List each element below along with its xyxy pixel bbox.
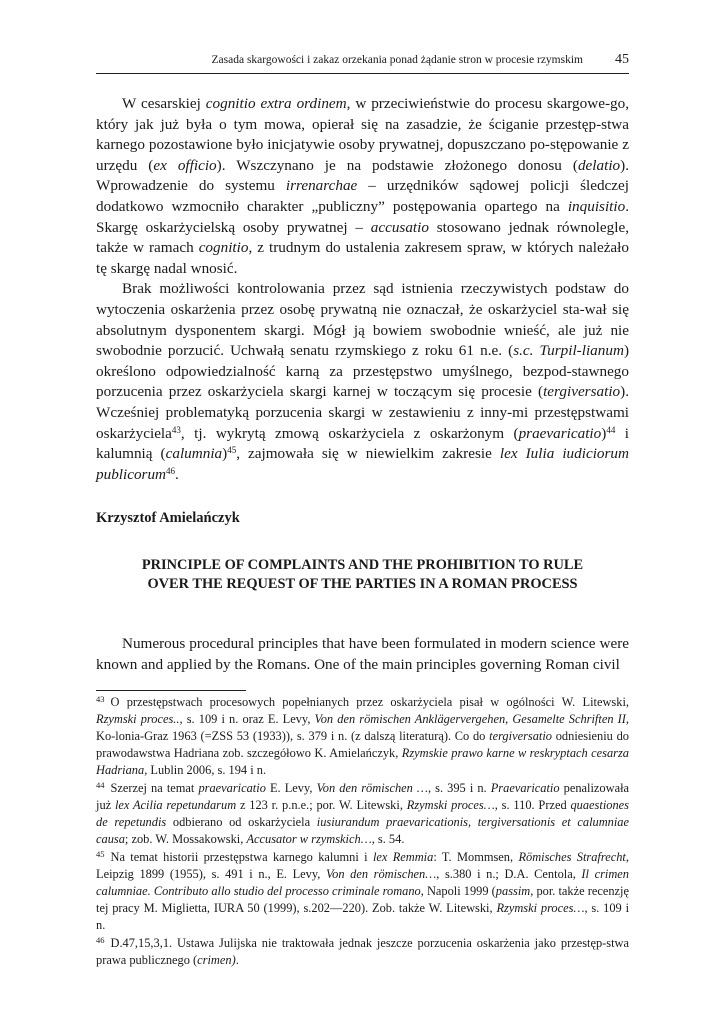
footnote-text: odbierano od oskarżyciela [166, 815, 317, 829]
text-run: , zajmowała się w niewielkim zakresie [236, 445, 500, 463]
body-text [96, 94, 629, 485]
footnote-italic: Rzymskie prawo karne w reskryptach cesarza Hadriana [96, 746, 629, 777]
footnote-text: , s. 109 i n. [96, 901, 630, 932]
footnote-45 [96, 849, 629, 934]
italic-term: praevaricatio [518, 424, 602, 442]
footnote-text: , s. 110. Przed [494, 798, 571, 812]
footnote-italic: Il crimen calumniae. Contributo allo studio del processo criminale romano [96, 867, 630, 898]
text-run: ) [222, 445, 228, 463]
footnote-text: , s. 54. [371, 832, 405, 846]
summary-abstract [96, 634, 629, 675]
footnote-ref[interactable]: 43 [171, 424, 181, 435]
summary-author: Krzysztof Amielańczyk [96, 510, 240, 526]
summary-title-line-1: PRINCIPLE OF COMPLAINTS AND THE PROHIBITION TO RULE [141, 557, 584, 573]
italic-term: tergiversatio [543, 383, 621, 401]
footnote-italic: Accusator w rzymskich… [246, 832, 372, 846]
footnote-italic: Rzymski proces… [496, 901, 585, 915]
footnote-number: 46 [96, 935, 105, 945]
text-run: W cesarskiej [122, 95, 206, 112]
footnote-ref[interactable]: 44 [606, 424, 616, 435]
footnote-italic: quaestiones de repetundis [96, 798, 629, 829]
footnote-text: Szerzej na temat [110, 781, 199, 795]
italic-term: cognitio extra ordinem [205, 95, 347, 112]
paragraph-2 [96, 279, 629, 485]
footnote-44 [96, 780, 629, 848]
footnote-text: ; zob. W. Mossakowski, [124, 832, 247, 846]
footnote-italic: passim [495, 884, 531, 898]
italic-term: ex officio [153, 156, 217, 174]
text-run: – urzędników sądowej policji śledczej dodatkowo wzmocniło charakter „publiczny” postępowania opartego na [96, 177, 629, 215]
footnote-italic: crimen) [197, 953, 236, 967]
footnote-italic: Rzymski proces.. [96, 712, 180, 726]
italic-term: inquisitio [567, 197, 626, 215]
footnote-46 [96, 935, 629, 969]
footnote-italic: Von den römischen … [316, 781, 428, 795]
footnote-ref[interactable]: 46 [166, 465, 176, 476]
footnote-italic: Praevaricatio [490, 781, 560, 795]
footnote-italic: Von den römischen… [325, 867, 437, 881]
footnote-italic: lex Remmia [372, 850, 434, 864]
footnote-italic: iusiurandum praevaricationis, tergiversationis et calumniae causa [96, 815, 629, 846]
footnote-text: E. Levy, [265, 781, 317, 795]
footnote-text: odniesieniu do prawodawstwa Hadriana zob. szczegółowo K. Amielańczyk, [96, 729, 629, 760]
footnote-italic: Römisches Strafrecht [518, 850, 626, 864]
text-run: Brak możliwości kontrolowania przez sąd istnienia rzeczywistych podstaw do wytoczenia oskarżenia przez osobę prywatną nie oznaczał, że oskarżyciel sta-wał się absolutnym dysponentem skargi. Mógł ją bowiem swobodnie wnieść, ale już nie swobodnie porzucić. Uchwałą senatu rzymskiego z roku 61 n.e. ( [96, 280, 629, 360]
summary-title-line-2: OVER THE REQUEST OF THE PARTIES IN A ROMAN PROCESS [147, 576, 578, 592]
footnote-43 [96, 694, 629, 779]
footnote-text: , por. także recenzję tej pracy M. Miglietta, IURA 50 (1999), s.202—220). Zob. także W. Litewski, [96, 884, 629, 915]
footnote-number: 43 [96, 694, 105, 704]
footnote-ref[interactable]: 45 [227, 445, 237, 456]
footnote-text: D.47,15,3,1. Ustawa Julijska nie traktowała jednak jeszcze porzucenia oskarżenia jako przestęp-stwa prawa publicznego ( [96, 936, 629, 967]
footnote-italic: Von den römischen Anklägervergehen, Gesamelte Schriften II [314, 712, 626, 726]
text-run: , tj. wykrytą zmową oskarżyciela z oskarżonym ( [180, 424, 519, 442]
footnote-divider [96, 690, 246, 691]
footnote-text: , s. 109 i n. oraz E. Levy, [179, 712, 315, 726]
footnote-text: , Leipzig 1899 (1955), s. 491 i n., E. Levy, [96, 850, 629, 881]
footnote-text: z 123 r. p.n.e.; por. W. Litewski, [236, 798, 407, 812]
text-run: ) [601, 424, 607, 442]
text-run: , w przeciwieństwie do procesu skargowe-go, który jak już była o tym mowa, opierał się na zasadzie, że ściganie przestęp-stwa karnego pozostawione było inicjatywie osoby prywatnej, dopuszczano po-stępowanie z urzędu ( [96, 95, 629, 174]
footnotes [96, 694, 629, 970]
footnote-text: O przestępstwach procesowych popełnianych przez oskarżyciela pisał w ogólności W. Litewski, [110, 695, 629, 709]
paragraph-1 [96, 94, 629, 279]
footnote-text: , s.380 i n.; D.A. Centola, [436, 867, 582, 881]
text-run: . Skargę oskarżycielską osoby prywatnej – [96, 197, 629, 236]
footnote-text: , s. 395 i n. [427, 781, 491, 795]
text-run: i kalumnią ( [96, 424, 629, 463]
italic-term: delatio [577, 156, 621, 174]
footnote-text: , Lublin 2006, s. 194 i n. [144, 763, 267, 777]
running-header [96, 52, 629, 74]
italic-term: calumnia [165, 445, 223, 463]
footnote-text: , Napoli 1999 ( [420, 884, 496, 898]
footnote-text: penalizowała już [96, 781, 630, 812]
italic-term: s.c. Turpil-lianum [513, 342, 624, 360]
summary-title [96, 556, 629, 594]
footnote-number: 44 [96, 780, 105, 790]
text-run: ) określono odpowiedzialność karną za przestępstwo umyślnego, bezpod-stawnego porzucenia przez oskarżyciela skargi karnej w toczącym się procesie ( [96, 342, 629, 401]
footnote-italic: lex Acilia repetundarum [114, 798, 237, 812]
footnote-number: 45 [96, 849, 105, 859]
text-run: ). Wcześniej problematyką porzucenia skargi w zestawieniu z inny-mi przestępstwami oskarżyciela [96, 383, 629, 442]
text-run: . [175, 465, 179, 483]
footnote-italic: tergiversatio [489, 729, 552, 743]
footnote-italic: Rzymski proces… [406, 798, 495, 812]
page-number: 45 [615, 52, 629, 67]
footnote-text: , Ko-lonia-Graz 1963 (=ZSS 53 (1933)), s. 379 i n. (z dalszą literaturą). Co do [96, 712, 629, 743]
text-run: ). Wszczynano je na podstawie złożonego donosu ( [216, 156, 578, 174]
text-run: ). Wprowadzenie do systemu [96, 156, 629, 195]
footnote-italic: praevaricatio [198, 781, 266, 795]
italic-term: accusatio [370, 218, 429, 236]
text-run: , z trudnym do ustalenia zakresem spraw, w których należało tę skargę nadal wnosić. [96, 239, 629, 277]
summary-abstract-text: Numerous procedural principles that have been formulated in modern science were known and applied by the Romans. One of the main principles governing Roman civil [96, 635, 629, 673]
footnote-text: Na temat historii przestępstwa karnego kalumni i [110, 850, 373, 864]
running-title: Zasada skargowości i zakaz orzekania ponad żądanie stron w procesie rzymskim [211, 54, 583, 66]
footnote-text: : T. Mommsen, [433, 850, 519, 864]
text-run: stosowano jednak równolegle, także w ramach [96, 218, 629, 257]
italic-term: cognitio [198, 239, 249, 257]
footnote-text: . [235, 953, 239, 967]
italic-term: lex Iulia iudiciorum publicorum [96, 445, 629, 483]
italic-term: irrenarchae [285, 177, 358, 195]
